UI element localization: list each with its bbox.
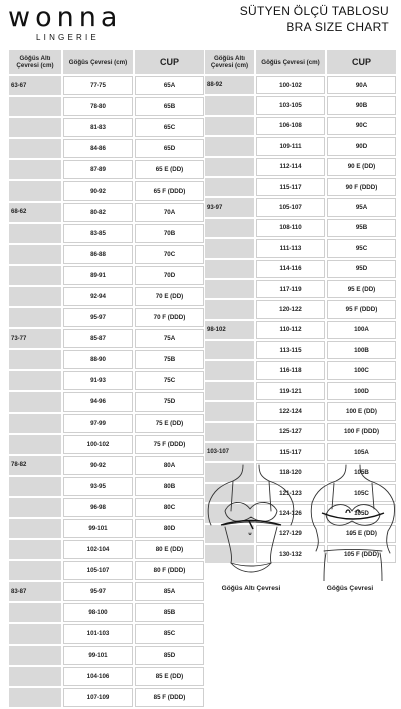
table-row — [9, 97, 204, 116]
band-empty-cell — [205, 178, 254, 196]
chest-range: 105-107 — [256, 198, 325, 216]
table-row — [205, 443, 396, 461]
cup-size: 100B — [327, 341, 396, 359]
chest-range: 130-132 — [256, 545, 325, 563]
chest-range: 96-98 — [63, 498, 133, 517]
chest-range: 86-88 — [63, 245, 133, 264]
chest-range: 111-113 — [256, 239, 325, 257]
band-range: 93-97 — [205, 198, 254, 216]
chest-range: 93-95 — [63, 477, 133, 496]
table-row — [205, 198, 396, 216]
chest-range: 125-127 — [256, 423, 325, 441]
chart-title-en: BRA SIZE CHART — [286, 20, 389, 34]
chest-range: 107-109 — [63, 688, 133, 707]
chest-range: 99-101 — [63, 646, 133, 665]
cup-size: 95C — [327, 239, 396, 257]
table-row — [205, 280, 396, 298]
underbust-label: Göğüs Altı Çevresi — [221, 585, 281, 592]
table-row — [205, 341, 396, 359]
underbust-figure — [203, 463, 299, 581]
table-row — [9, 519, 204, 538]
cup-size: 105 E (DD) — [327, 525, 396, 543]
table-row — [205, 96, 396, 114]
table-row — [9, 435, 204, 454]
cup-size: 75C — [135, 371, 204, 390]
band-empty-cell — [9, 266, 61, 285]
chest-range: 124-126 — [256, 504, 325, 522]
band-empty-cell — [9, 667, 61, 686]
chest-range: 116-118 — [256, 361, 325, 379]
band-empty-cell — [205, 382, 254, 400]
chest-range: 104-106 — [63, 667, 133, 686]
chest-range: 117-119 — [256, 280, 325, 298]
table-row — [9, 646, 204, 665]
band-empty-cell — [9, 498, 61, 517]
chest-range: 118-120 — [256, 463, 325, 481]
cup-size: 90 F (DDD) — [327, 178, 396, 196]
chest-range: 120-122 — [256, 300, 325, 318]
table-row — [9, 139, 204, 158]
chest-range: 113-115 — [256, 341, 325, 359]
cup-size: 100A — [327, 321, 396, 339]
band-range: 78-82 — [9, 456, 61, 475]
chest-range: 84-86 — [63, 139, 133, 158]
band-range: 98-102 — [205, 321, 254, 339]
table-row — [9, 203, 204, 222]
band-empty-cell — [9, 561, 61, 580]
cup-size: 65C — [135, 118, 204, 137]
chart-title-tr: SÜTYEN ÖLÇÜ TABLOSU — [239, 4, 389, 18]
chest-range: 100-102 — [256, 76, 325, 94]
band-empty-cell — [9, 97, 61, 116]
cup-size: 65D — [135, 139, 204, 158]
cup-size: 85B — [135, 603, 204, 622]
chest-range: 119-121 — [256, 382, 325, 400]
cup-size: 70B — [135, 224, 204, 243]
cup-size: 80A — [135, 456, 204, 475]
size-table-left — [7, 48, 206, 709]
table-row — [9, 624, 204, 643]
table-row — [205, 321, 396, 339]
cup-size: 105B — [327, 463, 396, 481]
chest-range: 109-111 — [256, 137, 325, 155]
chest-range: 121-123 — [256, 484, 325, 502]
band-empty-cell — [205, 402, 254, 420]
chest-range: 114-116 — [256, 260, 325, 278]
table-row — [9, 603, 204, 622]
band-empty-cell — [9, 519, 61, 538]
band-empty-cell — [9, 139, 61, 158]
cup-size: 105D — [327, 504, 396, 522]
chest-range: 90-92 — [63, 181, 133, 200]
table-row — [205, 361, 396, 379]
chest-range: 115-117 — [256, 443, 325, 461]
cup-size: 105A — [327, 443, 396, 461]
cup-size: 105 F (DDD) — [327, 545, 396, 563]
cup-size: 90D — [327, 137, 396, 155]
chest-range: 80-82 — [63, 203, 133, 222]
cup-size: 100C — [327, 361, 396, 379]
band-empty-cell — [205, 300, 254, 318]
cup-size: 95B — [327, 219, 396, 237]
chest-range: 78-80 — [63, 97, 133, 116]
cup-size: 80C — [135, 498, 204, 517]
table-row — [9, 540, 204, 559]
table-row — [205, 402, 396, 420]
table-row — [205, 260, 396, 278]
table-row — [205, 117, 396, 135]
cup-size: 75A — [135, 329, 204, 348]
band-empty-cell — [205, 219, 254, 237]
chest-range: 112-114 — [256, 158, 325, 176]
band-empty-cell — [9, 477, 61, 496]
table-row — [9, 266, 204, 285]
cup-size: 95A — [327, 198, 396, 216]
page-header — [0, 0, 401, 46]
chest-range: 110-112 — [256, 321, 325, 339]
cup-size: 65B — [135, 97, 204, 116]
chest-range: 102-104 — [63, 540, 133, 559]
cup-size: 65 E (DD) — [135, 160, 204, 179]
cup-size: 95 F (DDD) — [327, 300, 396, 318]
band-range: 83-87 — [9, 582, 61, 601]
header-band: Göğüs Altı Çevresi (cm) — [9, 50, 61, 74]
cup-size: 75B — [135, 350, 204, 369]
chest-range: 87-89 — [63, 160, 133, 179]
band-empty-cell — [205, 361, 254, 379]
band-empty-cell — [205, 280, 254, 298]
cup-size: 70 F (DDD) — [135, 308, 204, 327]
table-row — [9, 688, 204, 707]
chest-range: 99-101 — [63, 519, 133, 538]
table-row — [9, 498, 204, 517]
cup-size: 100 F (DDD) — [327, 423, 396, 441]
table-row — [9, 224, 204, 243]
table-row — [9, 477, 204, 496]
cup-size: 95D — [327, 260, 396, 278]
table-row — [9, 308, 204, 327]
bust-figure — [302, 463, 398, 581]
chest-range: 101-103 — [63, 624, 133, 643]
band-empty-cell — [9, 646, 61, 665]
table-row — [205, 382, 396, 400]
cup-size: 105C — [327, 484, 396, 502]
header-cup: CUP — [135, 50, 204, 74]
band-empty-cell — [9, 540, 61, 559]
cup-size: 100D — [327, 382, 396, 400]
cup-size: 90 E (DD) — [327, 158, 396, 176]
table-row — [9, 76, 204, 95]
brand-subtitle: LINGERIE — [36, 33, 99, 42]
band-range: 88-92 — [205, 76, 254, 94]
band-empty-cell — [9, 308, 61, 327]
table-row — [9, 329, 204, 348]
table-row — [205, 178, 396, 196]
chest-range: 127-129 — [256, 525, 325, 543]
header-cup-right: CUP — [327, 50, 396, 74]
table-row — [9, 350, 204, 369]
chest-range: 100-102 — [63, 435, 133, 454]
header-chest-right: Göğüs Çevresi (cm) — [256, 50, 325, 74]
cup-size: 70 E (DD) — [135, 287, 204, 306]
table-row — [9, 414, 204, 433]
cup-size: 80 F (DDD) — [135, 561, 204, 580]
table-row — [9, 371, 204, 390]
cup-size: 65 F (DDD) — [135, 181, 204, 200]
cup-size: 70A — [135, 203, 204, 222]
cup-size: 90B — [327, 96, 396, 114]
chest-range: 95-97 — [63, 582, 133, 601]
cup-size: 85C — [135, 624, 204, 643]
band-empty-cell — [9, 603, 61, 622]
cup-size: 70C — [135, 245, 204, 264]
chest-range: 89-91 — [63, 266, 133, 285]
band-empty-cell — [205, 158, 254, 176]
cup-size: 65A — [135, 76, 204, 95]
table-row — [9, 287, 204, 306]
chest-range: 88-90 — [63, 350, 133, 369]
chest-range: 91-93 — [63, 371, 133, 390]
band-empty-cell — [205, 96, 254, 114]
table-row — [9, 392, 204, 411]
chest-range: 105-107 — [63, 561, 133, 580]
band-range: 73-77 — [9, 329, 61, 348]
cup-size: 75D — [135, 392, 204, 411]
chest-range: 103-105 — [256, 96, 325, 114]
chest-range: 90-92 — [63, 456, 133, 475]
band-empty-cell — [205, 341, 254, 359]
cup-size: 80 E (DD) — [135, 540, 204, 559]
bust-label: Göğüs Çevresi — [326, 585, 374, 592]
table-row — [9, 118, 204, 137]
table-row — [9, 181, 204, 200]
brand-logo: wonna — [8, 2, 123, 33]
chest-range: 83-85 — [63, 224, 133, 243]
band-empty-cell — [9, 371, 61, 390]
band-empty-cell — [9, 224, 61, 243]
band-empty-cell — [9, 688, 61, 707]
table-row — [205, 137, 396, 155]
header-chest: Göğüs Çevresi (cm) — [63, 50, 133, 74]
table-row — [9, 160, 204, 179]
band-empty-cell — [205, 239, 254, 257]
table-row — [9, 561, 204, 580]
cup-size: 95 E (DD) — [327, 280, 396, 298]
table-row — [9, 582, 204, 601]
chest-range: 92-94 — [63, 287, 133, 306]
cup-size: 80D — [135, 519, 204, 538]
chest-range: 85-87 — [63, 329, 133, 348]
chest-range: 98-100 — [63, 603, 133, 622]
band-empty-cell — [205, 117, 254, 135]
table-row — [9, 667, 204, 686]
cup-size: 75 F (DDD) — [135, 435, 204, 454]
band-empty-cell — [205, 260, 254, 278]
cup-size: 90C — [327, 117, 396, 135]
chest-range: 108-110 — [256, 219, 325, 237]
band-empty-cell — [9, 118, 61, 137]
band-empty-cell — [9, 181, 61, 200]
band-empty-cell — [9, 287, 61, 306]
band-range: 68-62 — [9, 203, 61, 222]
cup-size: 90A — [327, 76, 396, 94]
band-range: 63-67 — [9, 76, 61, 95]
chest-range: 94-96 — [63, 392, 133, 411]
cup-size: 85 E (DD) — [135, 667, 204, 686]
band-empty-cell — [205, 137, 254, 155]
chest-range: 115-117 — [256, 178, 325, 196]
table-row — [205, 158, 396, 176]
cup-size: 75 E (DD) — [135, 414, 204, 433]
header-band-right: Göğüs Altı Çevresi (cm) — [205, 50, 254, 74]
table-row — [205, 76, 396, 94]
band-empty-cell — [9, 435, 61, 454]
table-row — [205, 300, 396, 318]
cup-size: 85A — [135, 582, 204, 601]
cup-size: 70D — [135, 266, 204, 285]
cup-size: 80B — [135, 477, 204, 496]
chest-range: 122-124 — [256, 402, 325, 420]
band-range: 103-107 — [205, 443, 254, 461]
table-row — [205, 239, 396, 257]
band-empty-cell — [9, 624, 61, 643]
band-empty-cell — [9, 245, 61, 264]
band-empty-cell — [9, 392, 61, 411]
band-empty-cell — [9, 160, 61, 179]
band-empty-cell — [9, 414, 61, 433]
table-row — [205, 423, 396, 441]
chest-range: 106-108 — [256, 117, 325, 135]
cup-size: 100 E (DD) — [327, 402, 396, 420]
chest-range: 81-83 — [63, 118, 133, 137]
chest-range: 77-75 — [63, 76, 133, 95]
table-row — [9, 456, 204, 475]
cup-size: 85D — [135, 646, 204, 665]
band-empty-cell — [205, 423, 254, 441]
band-empty-cell — [9, 350, 61, 369]
cup-size: 85 F (DDD) — [135, 688, 204, 707]
chest-range: 97-99 — [63, 414, 133, 433]
chest-range: 95-97 — [63, 308, 133, 327]
table-row — [9, 245, 204, 264]
table-row — [205, 219, 396, 237]
